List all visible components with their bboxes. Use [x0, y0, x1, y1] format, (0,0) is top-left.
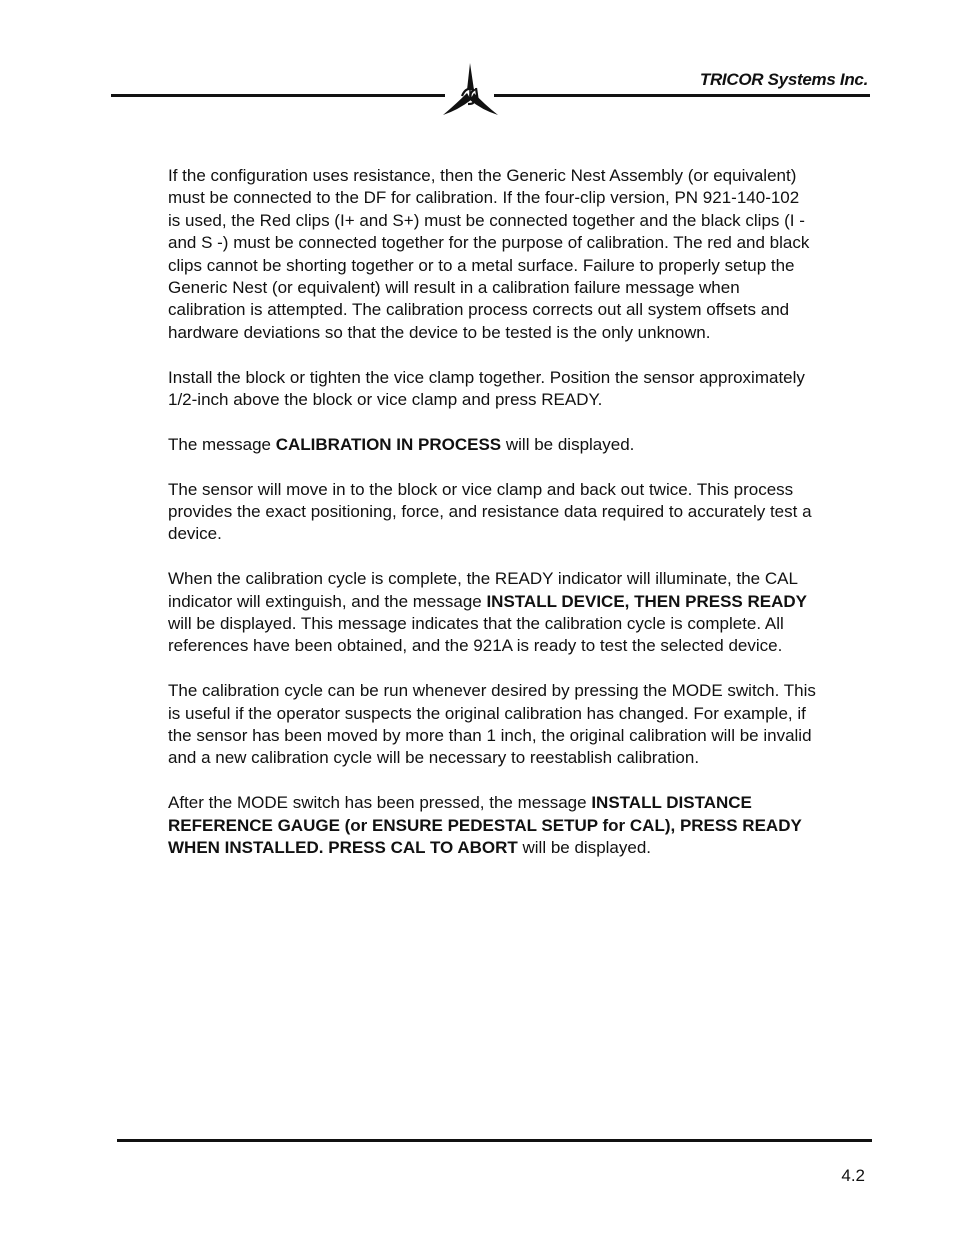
- paragraph-calibration-message: [168, 434, 816, 456]
- paragraph-after-mode: [168, 792, 816, 859]
- text-segment: The message: [168, 434, 276, 454]
- page-number: 4.2: [841, 1166, 865, 1185]
- text-segment: After the MODE switch has been pressed, the message: [168, 793, 592, 813]
- paragraph-mode-switch: The calibration cycle can be run whenever desired by pressing the MODE switch. This is useful if the operator suspects the original calibration has changed. For example, if the sensor has been moved by more than 1 inch, the original calibration will be invalid and a new calibration cycle will be necessary to reestablish calibration.: [168, 681, 816, 768]
- text-segment: will be displayed.: [501, 434, 635, 454]
- document-body: [168, 165, 816, 882]
- text-segment: will be displayed. This message indicates that the calibration cycle is complete. All references have been obtained, and the 921A is ready to test the selected device.: [168, 614, 784, 656]
- message-calibration-in-process: CALIBRATION IN PROCESS: [275, 434, 502, 454]
- paragraph-cycle-complete: [168, 568, 816, 658]
- message-install-device: INSTALL DEVICE, THEN PRESS READY: [486, 591, 807, 611]
- paragraph-install-block: Install the block or tighten the vice clamp together. Position the sensor approximately 1/2-inch above the block or vice clamp and press READY.: [168, 367, 805, 410]
- footer-rule: [117, 1139, 872, 1142]
- header-rule-right: [494, 94, 870, 97]
- tricor-logo-icon: [438, 60, 502, 120]
- paragraph-sensor-movement: The sensor will move in to the block or vice clamp and back out twice. This process provides the exact positioning, force, and resistance data required to accurately test a device.: [168, 479, 812, 544]
- message-install-distance-reference: INSTALL DISTANCE REFERENCE GAUGE (or ENSURE PEDESTAL SETUP for CAL), PRESS READY WHEN INSTALLED. PRESS CAL TO ABORT: [168, 793, 802, 858]
- company-name: TRICOR Systems Inc.: [699, 70, 868, 89]
- text-segment: When the calibration cycle is complete, the READY indicator will illuminate, the CAL indicator will extinguish, and the message: [168, 569, 798, 611]
- text-segment: will be displayed.: [517, 838, 652, 858]
- paragraph-resistance-setup: If the configuration uses resistance, then the Generic Nest Assembly (or equivalent) must be connected to the DF for calibration. If the four-clip version, PN 921-140-102 is used, the Red clips (I+ and S+) must be connected together and the black clips (I - and S -) must be connected together for the purpose of calibration. The red and black clips cannot be shorting together or to a metal surface. Failure to properly setup the Generic Nest (or equivalent) will result in a calibration failure message when calibration is attempted. The calibration process corrects out all system offsets and hardware deviations so that the device to be tested is the only unknown.: [168, 166, 810, 342]
- header-rule-left: [111, 94, 445, 97]
